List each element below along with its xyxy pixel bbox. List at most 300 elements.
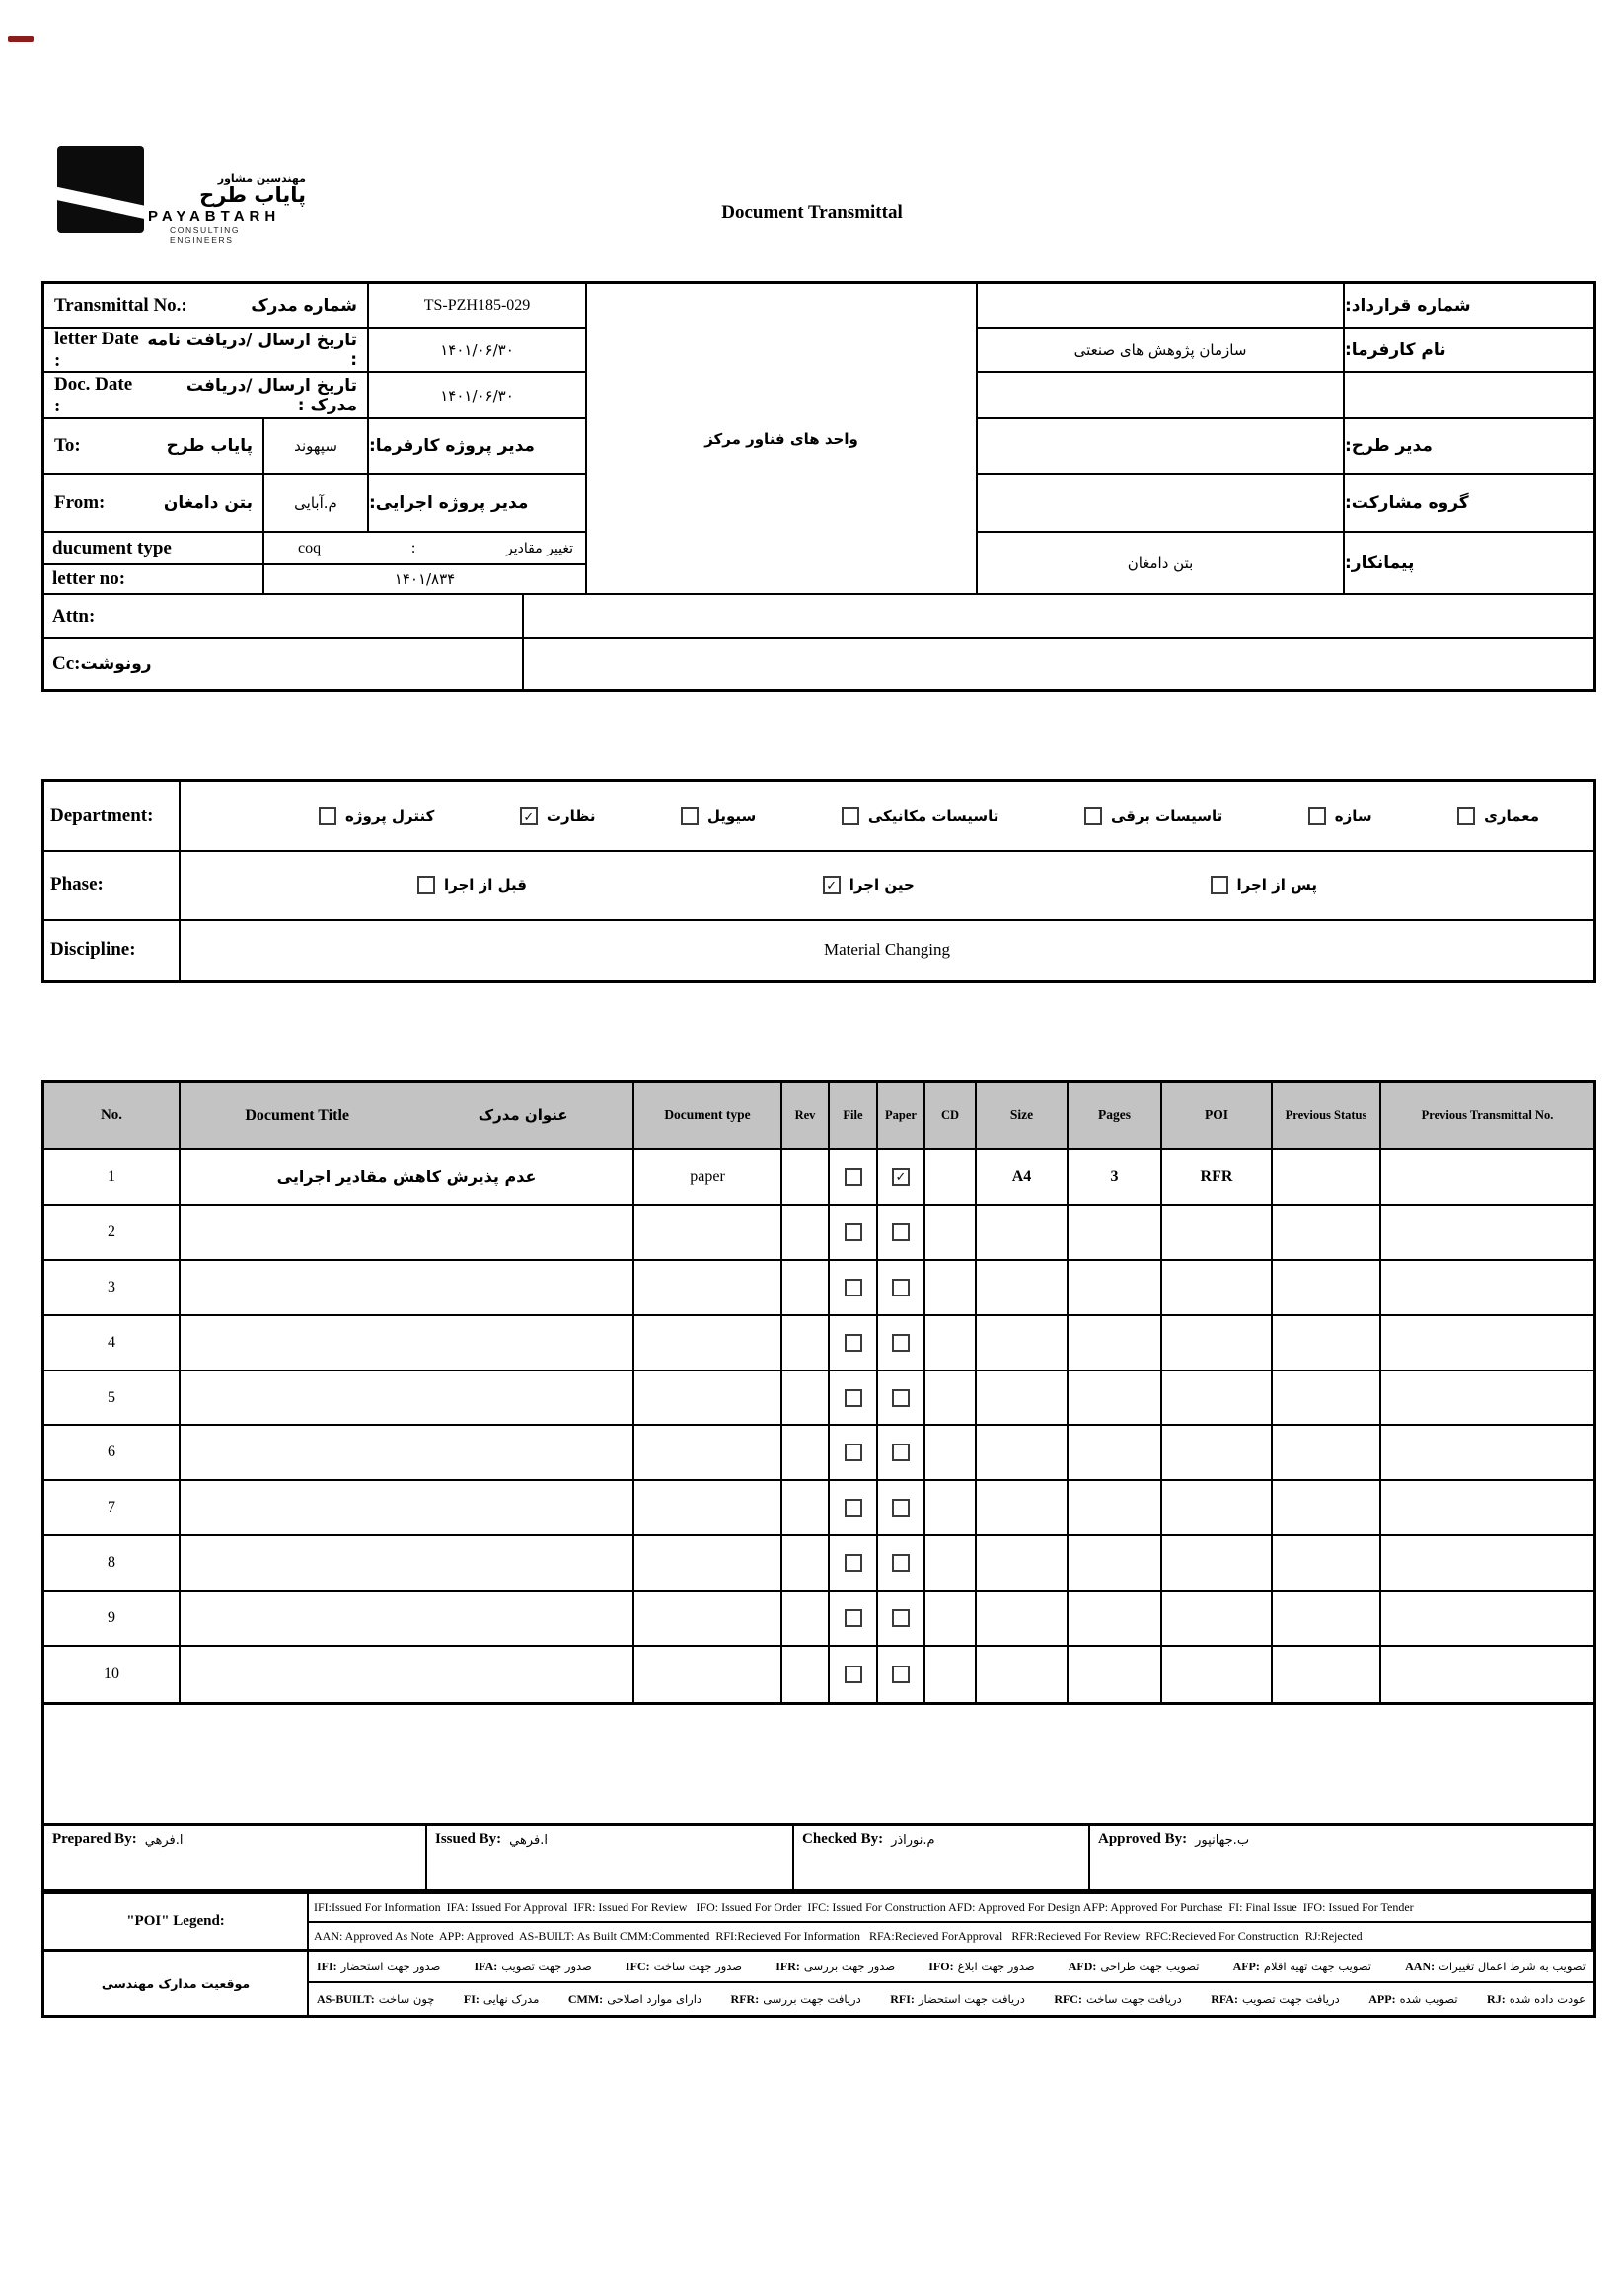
- doc-row-8-file-cell: [830, 1536, 878, 1592]
- phase-option: [823, 876, 915, 894]
- department-option: [520, 807, 596, 825]
- legend-item-rfc: [1054, 1992, 1181, 2007]
- doc-row-5-prev-transmittal: [1381, 1371, 1593, 1427]
- poi-legend-fa-line2: [309, 1983, 1593, 2015]
- paper-checkbox[interactable]: [892, 1499, 910, 1517]
- legend-item-ifo: [928, 1960, 1034, 1974]
- doc-row-3-prev-status: [1273, 1261, 1381, 1316]
- letter-no-label: letter no:: [44, 565, 264, 595]
- file-checkbox[interactable]: [845, 1389, 862, 1407]
- doc-row-4-size: [977, 1316, 1069, 1371]
- doc-row-1-rev: [782, 1150, 830, 1206]
- file-checkbox[interactable]: [845, 1444, 862, 1461]
- approved-by-cell: [1090, 1826, 1593, 1889]
- header-rev: Rev: [782, 1083, 830, 1150]
- legend-code: RFR:: [730, 1991, 760, 2006]
- phase-option: [1211, 876, 1317, 894]
- department-option: [1084, 807, 1222, 825]
- signoff-row: [41, 1823, 1596, 1891]
- doc-row-3-type: [634, 1261, 782, 1316]
- legend-label-fa: صدور جهت ابلاغ: [957, 1960, 1035, 1973]
- header-size: Size: [977, 1083, 1069, 1150]
- letter-date-label-fa: تاریخ ارسال /دریافت نامه :: [147, 330, 357, 370]
- doc-row-6-prev-transmittal: [1381, 1426, 1593, 1481]
- doc-row-5-no: 5: [44, 1371, 181, 1427]
- department-checkbox[interactable]: [319, 807, 336, 825]
- header-poi: POI: [1162, 1083, 1273, 1150]
- department-checkbox[interactable]: ✓: [520, 807, 538, 825]
- doc-row-5-title: [181, 1371, 634, 1427]
- department-option-label: تاسیسات مکانیکی: [867, 807, 999, 825]
- legend-item-rfr: [731, 1992, 861, 2007]
- attn-row: [44, 595, 1593, 639]
- legend-code: AAN:: [1405, 1959, 1436, 1973]
- department-option: [842, 807, 999, 825]
- doc-row-2-cd: [925, 1206, 977, 1261]
- doc-row-6-file-cell: [830, 1426, 878, 1481]
- legend-code: RFI:: [890, 1991, 915, 2006]
- file-checkbox[interactable]: [845, 1223, 862, 1241]
- doc-row-4-title: [181, 1316, 634, 1371]
- legend-item-ifc: [626, 1960, 742, 1974]
- prepared-by-cell: [44, 1826, 427, 1889]
- doc-row-10-no: 10: [44, 1647, 181, 1702]
- doc-row-10-type: [634, 1647, 782, 1702]
- legend-label-fa: دریافت جهت ساخت: [1085, 1992, 1182, 2006]
- doc-row-10-pages: [1069, 1647, 1162, 1702]
- legend-label-fa: دارای موارد اصلاحی: [607, 1992, 702, 2006]
- doc-row-7-prev-status: [1273, 1481, 1381, 1536]
- project-manager-value: [978, 419, 1345, 475]
- department-checkbox[interactable]: [1308, 807, 1326, 825]
- legend-item-afd: [1069, 1960, 1200, 1974]
- doc-row-4-no: 4: [44, 1316, 181, 1371]
- doc-row-8-rev: [782, 1536, 830, 1592]
- document-type-value-cell: [264, 533, 587, 565]
- checked-by-label: Checked By:: [802, 1831, 884, 1847]
- approved-by-label: Approved By:: [1098, 1831, 1188, 1847]
- doc-date-label-fa: تاریخ ارسال /دریافت مدرک :: [185, 375, 357, 415]
- doc-row-9-pages: [1069, 1592, 1162, 1647]
- department-checkbox[interactable]: [1084, 807, 1102, 825]
- phase-options: [181, 852, 1593, 921]
- phase-option: [417, 876, 527, 894]
- doc-row-5-file-cell: [830, 1371, 878, 1427]
- doc-date-label-en: Doc. Date :: [54, 373, 133, 416]
- department-option-label: کنترل پروژه: [345, 807, 435, 825]
- doc-row-7-pages: [1069, 1481, 1162, 1536]
- legend-code: IFI:: [317, 1959, 337, 1973]
- doc-row-5-size: [977, 1371, 1069, 1427]
- doc-row-9-file-cell: [830, 1592, 878, 1647]
- doc-row-7-title: [181, 1481, 634, 1536]
- doc-row-3-paper-cell: [878, 1261, 925, 1316]
- legend-code: IFO:: [928, 1959, 954, 1973]
- center-note: واحد های فناور مرکز: [587, 284, 978, 595]
- legend-label-fa: تصویب به شرط اعمال تغییرات: [1439, 1960, 1586, 1973]
- doc-row-8-type: [634, 1536, 782, 1592]
- doc-row-5-type: [634, 1371, 782, 1427]
- file-checkbox[interactable]: [845, 1334, 862, 1352]
- doc-row-1-size: A4: [977, 1150, 1069, 1206]
- doc-row-6-pages: [1069, 1426, 1162, 1481]
- exec-pm-label: مدیر پروژه اجرایی:: [369, 475, 587, 533]
- from-cell: [44, 475, 264, 533]
- doc-row-3-no: 3: [44, 1261, 181, 1316]
- approved-by-value: ب.جهانپور: [1195, 1833, 1250, 1848]
- issued-by-cell: [427, 1826, 794, 1889]
- doc-row-5-cd: [925, 1371, 977, 1427]
- legend-label-fa: تصویب شده: [1399, 1992, 1458, 2006]
- doc-row-9-poi: [1162, 1592, 1273, 1647]
- file-checkbox[interactable]: [845, 1609, 862, 1627]
- department-checkbox[interactable]: [1457, 807, 1475, 825]
- doc-row-4-cd: [925, 1316, 977, 1371]
- to-cell: [44, 419, 264, 475]
- doc-row-6-cd: [925, 1426, 977, 1481]
- letter-date-label-cell: [44, 329, 369, 373]
- poi-legend-en-line2: AAN: Approved As Note APP: Approved AS-BUILT: As Built CMM:Commented RFI:Recieved For Information RFA:Recieved ForApproval RFR:Recieved For Review RFC:Recieved For Construction RJ:Rejected: [309, 1923, 1593, 1952]
- header-pages: Pages: [1069, 1083, 1162, 1150]
- doc-row-4-pages: [1069, 1316, 1162, 1371]
- doc-row-2-no: 2: [44, 1206, 181, 1261]
- doc-row-8-title: [181, 1536, 634, 1592]
- paper-checkbox[interactable]: [892, 1223, 910, 1241]
- department-option: [319, 807, 434, 825]
- paper-checkbox[interactable]: [892, 1554, 910, 1572]
- doc-row-4-rev: [782, 1316, 830, 1371]
- phase-option-label: پس از اجرا: [1236, 876, 1317, 894]
- doc-row-7-type: [634, 1481, 782, 1536]
- doc-row-10-paper-cell: [878, 1647, 925, 1702]
- legend-label-fa: عودت داده شده: [1509, 1992, 1586, 2006]
- issued-by-label: Issued By:: [435, 1831, 502, 1847]
- phase-checkbox[interactable]: [417, 876, 435, 894]
- classification-table: [41, 779, 1596, 983]
- legend-label-fa: مدرک نهایی: [482, 1992, 540, 2006]
- legend-label-fa: دریافت جهت تصویب: [1241, 1992, 1340, 2006]
- doc-row-6-size: [977, 1426, 1069, 1481]
- header-no: No.: [44, 1083, 181, 1150]
- doc-row-4-paper-cell: [878, 1316, 925, 1371]
- from-value: بتن دامغان: [163, 492, 253, 513]
- logo-fa-name: پایاب طرح: [199, 184, 306, 207]
- table-empty-band: [41, 1705, 1596, 1823]
- doc-row-10-title: [181, 1647, 634, 1702]
- legend-code: AS-BUILT:: [317, 1991, 375, 2006]
- phase-checkbox[interactable]: ✓: [823, 876, 841, 894]
- legend-item-ifi: [317, 1960, 440, 1974]
- legend-item-rj: [1487, 1992, 1586, 2007]
- blank-row-value: [978, 373, 1345, 419]
- partnership-label: گروه مشارکت:: [1345, 475, 1593, 533]
- page-title: Document Transmittal: [721, 202, 903, 223]
- doc-row-9-prev-status: [1273, 1592, 1381, 1647]
- document-type-fa: تغییر مقادیر: [506, 540, 573, 556]
- doc-row-8-prev-transmittal: [1381, 1536, 1593, 1592]
- doc-row-10-size: [977, 1647, 1069, 1702]
- doc-row-1-type: paper: [634, 1150, 782, 1206]
- doc-row-4-prev-status: [1273, 1316, 1381, 1371]
- department-label: Department:: [44, 782, 181, 852]
- legend-label-fa: صدور جهت بررسی: [803, 1960, 896, 1973]
- doc-row-9-size: [977, 1592, 1069, 1647]
- doc-row-9-cd: [925, 1592, 977, 1647]
- doc-row-6-type: [634, 1426, 782, 1481]
- doc-row-1-prev-transmittal: [1381, 1150, 1593, 1206]
- discipline-value: Material Changing: [824, 940, 950, 959]
- doc-row-8-prev-status: [1273, 1536, 1381, 1592]
- logo-fa-tagline: مهندسین مشاور: [217, 172, 306, 185]
- file-checkbox[interactable]: [845, 1554, 862, 1572]
- blank-row-label: [1345, 373, 1593, 419]
- paper-checkbox[interactable]: [892, 1279, 910, 1296]
- phase-option-label: حین اجرا: [849, 876, 915, 894]
- to-label: To:: [54, 435, 81, 456]
- doc-row-1-prev-status: [1273, 1150, 1381, 1206]
- cc-label-cell: [44, 639, 524, 689]
- doc-row-9-rev: [782, 1592, 830, 1647]
- doc-row-10-poi: [1162, 1647, 1273, 1702]
- legend-label-fa: چون ساخت: [378, 1992, 435, 2006]
- poi-legend-en-line1: IFI:Issued For Information IFA: Issued For Approval IFR: Issued For Review IFO: Issued For Order IFC: Issued For Construction AFD: Approved For Design AFP: Approved For Purchase FI: Final Issue IFO: Issued For Tender: [309, 1894, 1593, 1923]
- legend-item-afp: [1233, 1960, 1371, 1974]
- doc-row-7-rev: [782, 1481, 830, 1536]
- department-option-label: تاسیسات برقی: [1110, 807, 1223, 825]
- doc-row-4-file-cell: [830, 1316, 878, 1371]
- doc-row-7-cd: [925, 1481, 977, 1536]
- letter-date-label-en: letter Date :: [54, 329, 139, 371]
- header-paper: Paper: [878, 1083, 925, 1150]
- poi-legend-table: [41, 1891, 1596, 2018]
- doc-row-3-cd: [925, 1261, 977, 1316]
- doc-row-8-size: [977, 1536, 1069, 1592]
- discipline-label: Discipline:: [44, 921, 181, 980]
- legend-item-ifr: [775, 1960, 895, 1974]
- paper-checkbox[interactable]: ✓: [892, 1168, 910, 1186]
- department-option: [1457, 807, 1539, 825]
- doc-row-7-file-cell: [830, 1481, 878, 1536]
- attn-label-cell: [44, 595, 524, 637]
- header-file: File: [830, 1083, 878, 1150]
- header-title-en: Document Title: [245, 1106, 349, 1124]
- doc-row-3-pages: [1069, 1261, 1162, 1316]
- cc-row: [44, 639, 1593, 689]
- department-option-label: معماری: [1484, 807, 1539, 825]
- doc-row-5-paper-cell: [878, 1371, 925, 1427]
- contractor-label: پیمانکار:: [1345, 533, 1593, 595]
- header-cd: CD: [925, 1083, 977, 1150]
- document-type-label: ducument type: [44, 533, 264, 565]
- doc-row-2-file-cell: [830, 1206, 878, 1261]
- department-option-label: سازه: [1334, 807, 1372, 825]
- doc-row-1-title: عدم پذیرش کاهش مقادیر اجرایی: [181, 1150, 634, 1206]
- doc-row-5-rev: [782, 1371, 830, 1427]
- department-checkbox[interactable]: [842, 807, 859, 825]
- doc-row-3-prev-transmittal: [1381, 1261, 1593, 1316]
- doc-row-6-poi: [1162, 1426, 1273, 1481]
- file-checkbox[interactable]: [845, 1279, 862, 1296]
- doc-row-9-title: [181, 1592, 634, 1647]
- paper-checkbox[interactable]: [892, 1334, 910, 1352]
- doc-row-3-size: [977, 1261, 1069, 1316]
- paper-checkbox[interactable]: [892, 1666, 910, 1683]
- doc-row-4-poi: [1162, 1316, 1273, 1371]
- legend-label-fa: تصویب جهت طراحی: [1100, 1960, 1200, 1973]
- letter-no-value: ۱۴۰۱/۸۳۴: [264, 565, 587, 595]
- doc-row-6-paper-cell: [878, 1426, 925, 1481]
- doc-row-8-paper-cell: [878, 1536, 925, 1592]
- doc-row-9-paper-cell: [878, 1592, 925, 1647]
- header-previous-status: Previous Status: [1273, 1083, 1381, 1150]
- doc-row-3-title: [181, 1261, 634, 1316]
- checked-by-value: م.نوراذر: [891, 1833, 935, 1848]
- doc-row-6-rev: [782, 1426, 830, 1481]
- legend-code: FI:: [463, 1991, 480, 2006]
- legend-label-fa: صدور جهت ساخت: [653, 1960, 743, 1973]
- checked-by-cell: [794, 1826, 1090, 1889]
- header-title-fa: عنوان مدرک: [478, 1106, 568, 1125]
- transmittal-no-value: TS-PZH185-029: [369, 284, 587, 329]
- doc-row-9-type: [634, 1592, 782, 1647]
- doc-row-2-rev: [782, 1206, 830, 1261]
- legend-code: AFD:: [1068, 1959, 1097, 1973]
- from-label: From:: [54, 491, 106, 513]
- legend-item-rfi: [890, 1992, 1025, 2007]
- doc-row-3-poi: [1162, 1261, 1273, 1316]
- cc-label-fa: رونوشت: [80, 654, 152, 674]
- doc-row-1-file-cell: [830, 1150, 878, 1206]
- letter-date-value: ۱۴۰۱/۰۶/۳۰: [369, 329, 587, 373]
- doc-row-3-file-cell: [830, 1261, 878, 1316]
- doc-row-10-prev-transmittal: [1381, 1647, 1593, 1702]
- department-option-label: سیویل: [706, 807, 757, 825]
- doc-row-2-pages: [1069, 1206, 1162, 1261]
- doc-row-2-type: [634, 1206, 782, 1261]
- file-checkbox[interactable]: [845, 1666, 862, 1683]
- department-checkbox[interactable]: [681, 807, 699, 825]
- doc-row-9-no: 9: [44, 1592, 181, 1647]
- header-previous-transmittal: Previous Transmittal No.: [1381, 1083, 1593, 1150]
- legend-item-ifa: [474, 1960, 591, 1974]
- transmittal-no-label-fa: شماره مدرک: [251, 295, 357, 316]
- transmittal-info-table: [41, 281, 1596, 692]
- file-checkbox[interactable]: [845, 1168, 862, 1186]
- project-manager-label: مدیر طرح:: [1345, 419, 1593, 475]
- doc-row-2-prev-transmittal: [1381, 1206, 1593, 1261]
- document-type-code: coq: [298, 539, 322, 556]
- doc-row-6-title: [181, 1426, 634, 1481]
- doc-row-7-prev-transmittal: [1381, 1481, 1593, 1536]
- legend-label-fa: صدور جهت استحضار: [340, 1960, 441, 1973]
- paper-checkbox[interactable]: [892, 1444, 910, 1461]
- header-document-title: [181, 1083, 634, 1150]
- file-checkbox[interactable]: [845, 1499, 862, 1517]
- poi-legend-label: "POI" Legend:: [44, 1894, 309, 1952]
- doc-date-label-cell: [44, 373, 369, 419]
- legend-code: AFP:: [1232, 1959, 1260, 1973]
- documents-table: [41, 1080, 1596, 1705]
- logo-en-subtitle: CONSULTING ENGINEERS: [170, 225, 241, 246]
- doc-row-7-poi: [1162, 1481, 1273, 1536]
- legend-label-fa: صدور جهت تصویب: [501, 1960, 592, 1973]
- doc-row-10-file-cell: [830, 1647, 878, 1702]
- doc-row-8-cd: [925, 1536, 977, 1592]
- legend-code: RJ:: [1487, 1991, 1506, 2006]
- department-option: [1308, 807, 1372, 825]
- doc-row-1-no: 1: [44, 1150, 181, 1206]
- legend-label-fa: دریافت جهت استحضار: [918, 1992, 1025, 2006]
- poi-legend-fa-line1: [309, 1952, 1593, 1983]
- doc-date-value: ۱۴۰۱/۰۶/۳۰: [369, 373, 587, 419]
- transmittal-no-label-cell: [44, 284, 369, 329]
- legend-code: RFA:: [1211, 1991, 1238, 2006]
- doc-row-2-title: [181, 1206, 634, 1261]
- legend-item-fi: [464, 1992, 540, 2007]
- client-name-value: سازمان پژوهش های صنعتی: [978, 329, 1345, 373]
- phase-checkbox[interactable]: [1211, 876, 1228, 894]
- doc-row-2-paper-cell: [878, 1206, 925, 1261]
- contract-no-value: [978, 284, 1345, 329]
- department-option: [681, 807, 756, 825]
- paper-checkbox[interactable]: [892, 1389, 910, 1407]
- doc-row-5-pages: [1069, 1371, 1162, 1427]
- client-name-label: نام کارفرما:: [1345, 329, 1593, 373]
- contract-no-label: شماره قرارداد:: [1345, 284, 1593, 329]
- legend-item-app: [1368, 1992, 1457, 2007]
- doc-row-9-prev-transmittal: [1381, 1592, 1593, 1647]
- doc-row-8-no: 8: [44, 1536, 181, 1592]
- doc-row-1-paper-cell: [878, 1150, 925, 1206]
- cc-label-en: Cc:: [52, 653, 81, 674]
- partnership-value: [978, 475, 1345, 533]
- department-options: [181, 782, 1593, 852]
- doc-row-10-prev-status: [1273, 1647, 1381, 1702]
- legend-code: RFC:: [1054, 1991, 1082, 2006]
- client-pm-label: مدیر پروژه کارفرما:: [369, 419, 587, 475]
- doc-row-2-poi: [1162, 1206, 1273, 1261]
- doc-row-8-poi: [1162, 1536, 1273, 1592]
- doc-row-4-prev-transmittal: [1381, 1316, 1593, 1371]
- doc-row-7-no: 7: [44, 1481, 181, 1536]
- header-document-type: Document type: [634, 1083, 782, 1150]
- legend-item-rfa: [1211, 1992, 1340, 2007]
- legend-label-fa: دریافت جهت بررسی: [763, 1992, 861, 2006]
- doc-row-2-prev-status: [1273, 1206, 1381, 1261]
- legend-item-as-built: [317, 1992, 434, 2007]
- department-option-label: نظارت: [546, 807, 596, 825]
- doc-row-5-prev-status: [1273, 1371, 1381, 1427]
- legend-label-fa: تصویب جهت تهیه اقلام: [1263, 1960, 1371, 1973]
- doc-row-8-pages: [1069, 1536, 1162, 1592]
- scan-artifact-mark: [8, 36, 34, 42]
- doc-row-5-poi: [1162, 1371, 1273, 1427]
- doc-row-1-pages: 3: [1069, 1150, 1162, 1206]
- prepared-by-value: ا.فرهي: [144, 1833, 184, 1848]
- phase-option-label: قبل از اجرا: [444, 876, 527, 894]
- legend-code: IFA:: [474, 1959, 498, 1973]
- logo-en-name: PAYABTARH: [148, 208, 281, 226]
- transmittal-no-label-en: Transmittal No.:: [54, 294, 187, 316]
- legend-code: IFR:: [775, 1959, 800, 1973]
- legend-code: APP:: [1368, 1991, 1396, 2006]
- legend-code: IFC:: [625, 1959, 650, 1973]
- doc-row-10-cd: [925, 1647, 977, 1702]
- prepared-by-label: Prepared By:: [52, 1831, 137, 1847]
- paper-checkbox[interactable]: [892, 1609, 910, 1627]
- doc-row-1-cd: [925, 1150, 977, 1206]
- doc-row-7-paper-cell: [878, 1481, 925, 1536]
